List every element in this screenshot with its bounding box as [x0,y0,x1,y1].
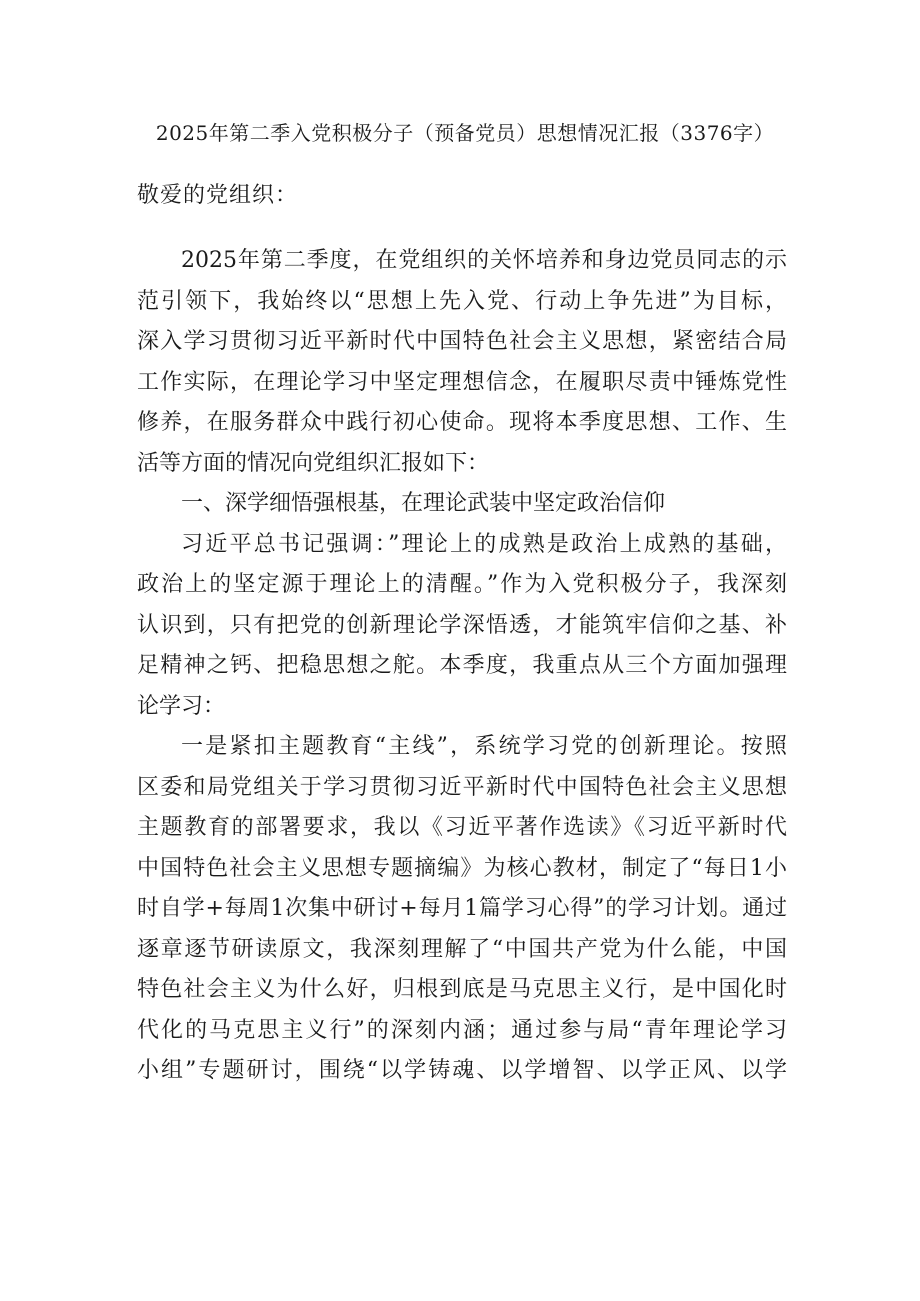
body-line: 政治上的坚定源于理论上的清醒。”作为入党积极分子，我深刻 [137,572,787,597]
body-line: 中国特色社会主义思想专题摘编》为核心教材，制定了“每日1小 [137,855,787,881]
body-line: 深入学习贯彻习近平新时代中国特色社会主义思想，紧密结合局 [137,329,787,354]
body-line: 特色社会主义为什么好，归根到底是马克思主义行，是中国化时 [137,977,787,1002]
body-line: 一、深学细悟强根基，在理论武装中坚定政治信仰 [181,491,666,516]
body-line: 工作实际，在理论学习中坚定理想信念，在履职尽责中锤炼党性 [137,369,787,395]
body-line: 代化的马克思主义行”的深刻内涵；通过参与局“青年理论学习 [137,1017,787,1043]
body-line: 认识到，只有把党的创新理论学深悟透，才能筑牢信仰之基、补 [137,612,787,638]
body-line: 逐章逐节研读原文，我深刻理解了“中国共产党为什么能，中国 [137,936,787,962]
body-line: 论学习： [137,693,226,719]
body-line: 时自学+每周1次集中研讨+每月1篇学习心得”的学习计划。通过 [137,896,787,921]
body-line: 小组”专题研讨，围绕“以学铸魂、以学增智、以学正风、以学 [137,1058,787,1083]
body-line: 区委和局党组关于学习贯彻习近平新时代中国特色社会主义思想 [137,774,787,800]
body-line: 2025年第二季度，在党组织的关怀培养和身边党员同志的示 [181,248,787,273]
document-body [137,241,787,1092]
salutation: 敬爱的党组织： [137,183,299,208]
body-line: 足精神之钙、把稳思想之舵。本季度，我重点从三个方面加强理 [137,653,787,678]
body-line: 活等方面的情况向党组织汇报如下： [137,450,490,476]
body-line: 主题教育的部署要求，我以《习近平著作选读》《习近平新时代 [137,815,787,840]
body-line: 习近平总书记强调：”理论上的成熟是政治上成熟的基础， [181,531,787,557]
document-title: 2025年第二季入党积极分子（预备党员）思想情况汇报（3376字） [155,121,775,145]
body-line: 修养，在服务群众中践行初心使命。现将本季度思想、工作、生 [137,410,787,435]
body-line: 一是紧扣主题教育“主线”，系统学习党的创新理论。按照 [181,734,787,759]
body-line: 范引领下，我始终以“思想上先入党、行动上争先进”为目标， [137,288,787,314]
